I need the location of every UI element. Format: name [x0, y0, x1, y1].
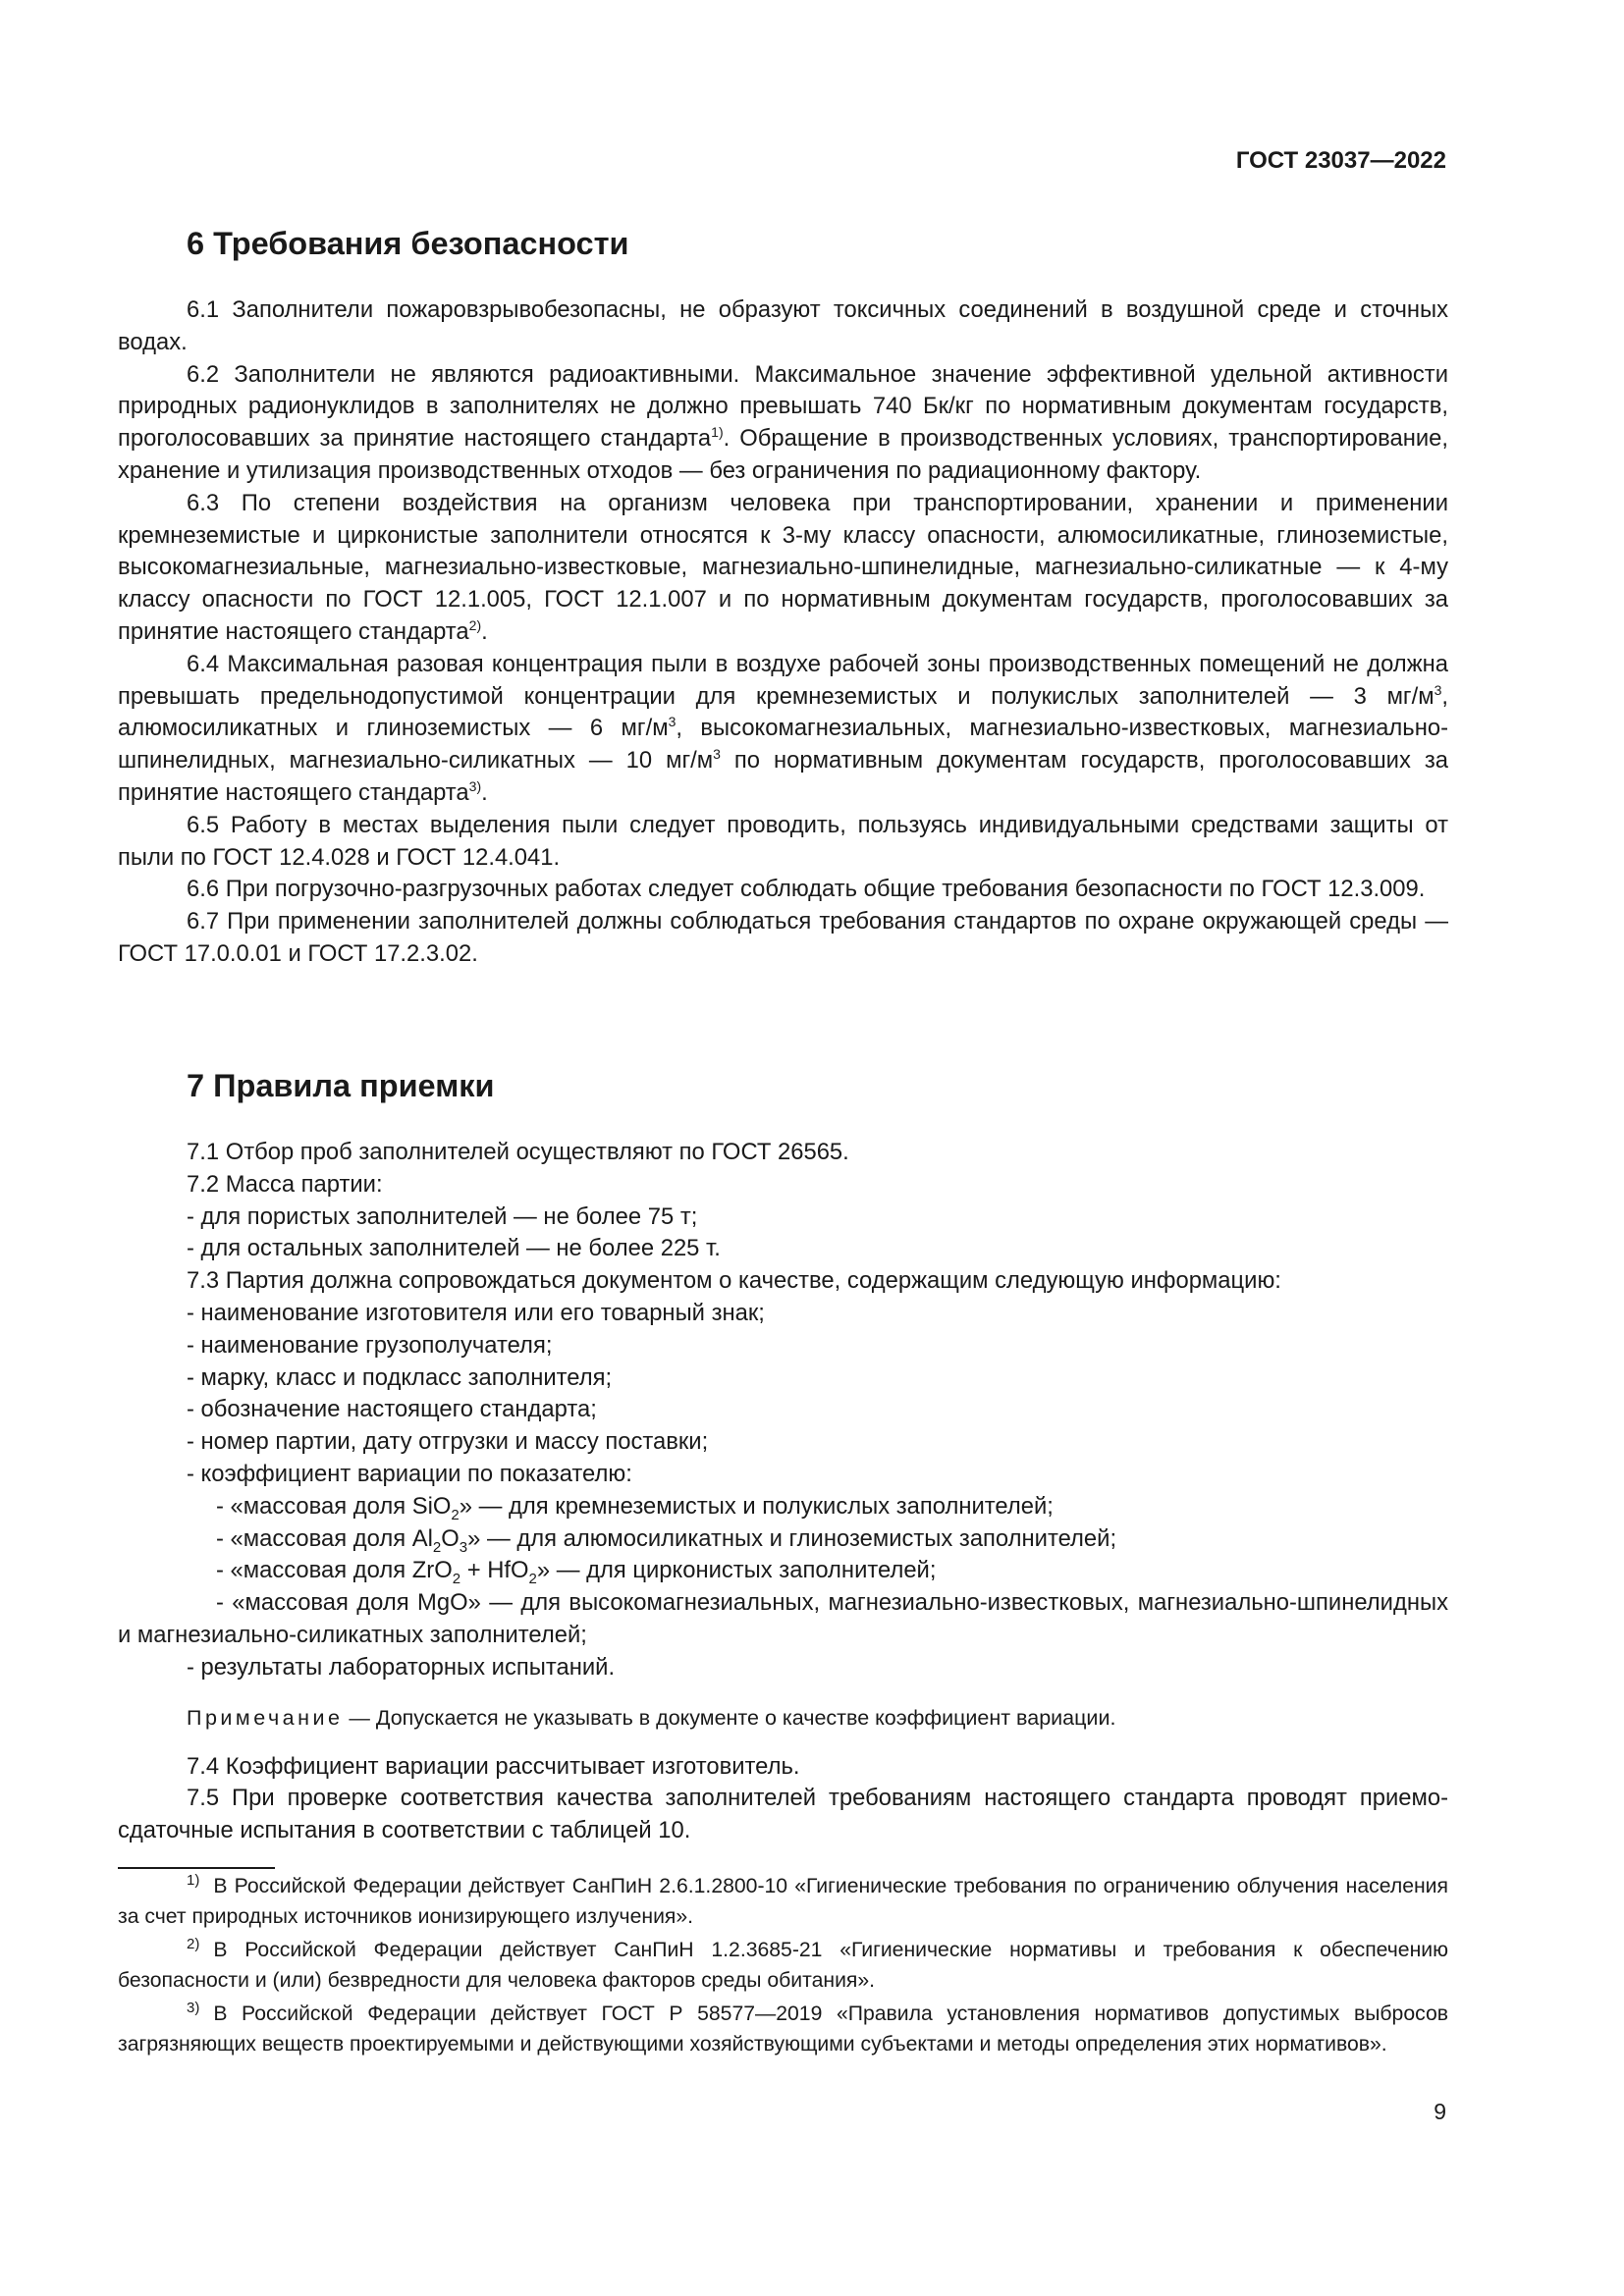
list-item: - для остальных заполнителей — не более 225 т. — [187, 1235, 721, 1262]
sub-item-zro2: - «массовая доля ZrO$_2$ + HfO$_2$» — для цирконистых заполнителей; — [216, 1557, 937, 1588]
footnote-ref-2: 2) — [468, 617, 482, 634]
footnote-divider — [118, 1867, 275, 1869]
list-item: - марку, класс и подкласс заполнителя; — [187, 1363, 613, 1391]
para-7-2: 7.2 Масса партии: — [187, 1170, 383, 1198]
sub-item-mgo: - «массовая доля MgO» — для высокомагнезиальных, магнезиально-известковых, магнезиально-шпинелидных и магнезиально-силикатных заполнителей; — [118, 1589, 1448, 1648]
sub-item-al2o3: - «массовая доля $Al_2O_3$» — для алюмосиликатных и глиноземистых заполнителей; — [216, 1524, 1117, 1556]
list-item: - результаты лабораторных испытаний. — [187, 1653, 616, 1681]
page-number: 9 — [1434, 2099, 1446, 2124]
footnote-3: $^{3)}$ В Российской Федерации действует ГОСТ Р 58577—2019 «Правила установления нормативов допустимых выбросов загрязняющих веществ проектируемыми и действующими хозяйствующими субъектами и методы определения этих нормативов». — [118, 1999, 1448, 2056]
footnote-1: $^{1)}$ В Российской Федерации действует СанПиН 2.6.1.2800-10 «Гигиенические требования по ограничению облучения населения за счет природных источников ионизирующего излучения». — [118, 1871, 1448, 1928]
footnote-ref-3: 3) — [468, 778, 482, 795]
section-7 — [118, 1064, 1448, 1847]
list-item: - наименование изготовителя или его товарный знак; — [187, 1299, 765, 1326]
sub-item-sio2: - «массовая доля SiO$_2$» — для кремнеземистых и полукислых заполнителей; — [216, 1492, 1054, 1523]
section-6 — [118, 222, 1448, 971]
para-7-5: 7.5 При проверке соответствия качества заполнителей требованиям настоящего стандарта проводят приемо-сдаточные испытания в соответствии с таблицей 10. — [118, 1785, 1448, 1844]
note-label: Примечание — [187, 1705, 344, 1730]
list-item: - номер партии, дату отгрузки и массу поставки; — [187, 1428, 709, 1456]
para-6-1: 6.1 Заполнители пожаровзрывобезопасны, не образуют токсичных соединений в воздушной среде и сточных водах. — [118, 296, 1448, 355]
para-6-4: 6.4 Максимальная разовая концентрация пыли в воздухе рабочей зоны производственных помещений не должна превышать предельнодопустимой концентрации для кремнеземистых и полукислых заполнителей — 3 $мг/м^3$, алюмосиликатных и глиноземистых — 6 $мг/м^3$, высокомагнезиальных, магнезиально-известковых, магнезиально-шпинелидных, магнезиально-силикатных — 10 $мг/м^3$ по нормативным документам государств, проголосовавших за принятие настоящего стандарта$^{3)}$. — [118, 650, 1448, 806]
list-item: - обозначение настоящего стандарта; — [187, 1396, 597, 1423]
para-7-1: 7.1 Отбор проб заполнителей осуществляют по ГОСТ 26565. — [187, 1139, 849, 1165]
para-6-2: 6.2 Заполнители не являются радиоактивными. Максимальное значение эффективной удельной активности природных радионуклидов в заполнителях не должно превышать 740 Бк/кг по нормативным документам государств, проголосовавших за принятие настоящего стандарта$^{1)}$. Обращение в производственных условиях, транспортирование, хранение и утилизация производственных отходов — без ограничения по радиационному фактору. — [118, 360, 1449, 484]
para-7-4: 7.4 Коэффициент вариации рассчитывает изготовитель. — [187, 1752, 800, 1780]
section-6-title: 6 Требования безопасности — [187, 226, 629, 261]
footnote-ref-1: 1) — [711, 424, 724, 441]
para-6-3: 6.3 По степени воздействия на организм человека при транспортировании, хранении и применении кремнеземистые и цирконистые заполнители относятся к 3-му классу опасности, алюмосиликатные, глиноземистые, высокомагнезиальные, магнезиально-известковые, магнезиально-шпинелидные, магнезиально-силикатные — к 4-му классу опасности по ГОСТ 12.1.005, ГОСТ 12.1.007 и по нормативным документам государств, проголосовавших за принятие настоящего стандарта$^{2)}$. — [118, 489, 1448, 645]
list-item: - коэффициент вариации по показателю: — [187, 1460, 632, 1487]
list-item: - наименование грузополучателя; — [187, 1331, 553, 1359]
para-6-6: 6.6 При погрузочно-разгрузочных работах следует соблюдать общие требования безопасности по ГОСТ 12.3.009. — [187, 876, 1426, 903]
section-7-title: 7 Правила приемки — [187, 1068, 495, 1103]
para-6-7: 6.7 При применении заполнителей должны соблюдаться требования стандартов по охране окружающей среды — ГОСТ 17.0.0.01 и ГОСТ 17.2.3.02. — [118, 908, 1448, 967]
para-6-5: 6.5 Работу в местах выделения пыли следует проводить, пользуясь индивидуальными средствами защиты от пыли по ГОСТ 12.4.028 и ГОСТ 12.4.041. — [118, 811, 1448, 871]
para-7-3: 7.3 Партия должна сопровождаться документом о качестве, содержащим следующую информацию: — [187, 1267, 1281, 1295]
list-item: - для пористых заполнителей — не более 75 т; — [187, 1202, 698, 1230]
footnote-2: $^{2)}$ В Российской Федерации действует СанПиН 1.2.3685-21 «Гигиенические нормативы и требования к обеспечению безопасности и (или) безвредности для человека факторов среды обитания». — [118, 1935, 1448, 1992]
footnotes — [118, 1871, 1448, 2062]
note: Примечание — Допускается не указывать в документе о качестве коэффициент вариации. — [187, 1705, 1116, 1730]
document-code: ГОСТ 23037—2022 — [1235, 147, 1446, 174]
